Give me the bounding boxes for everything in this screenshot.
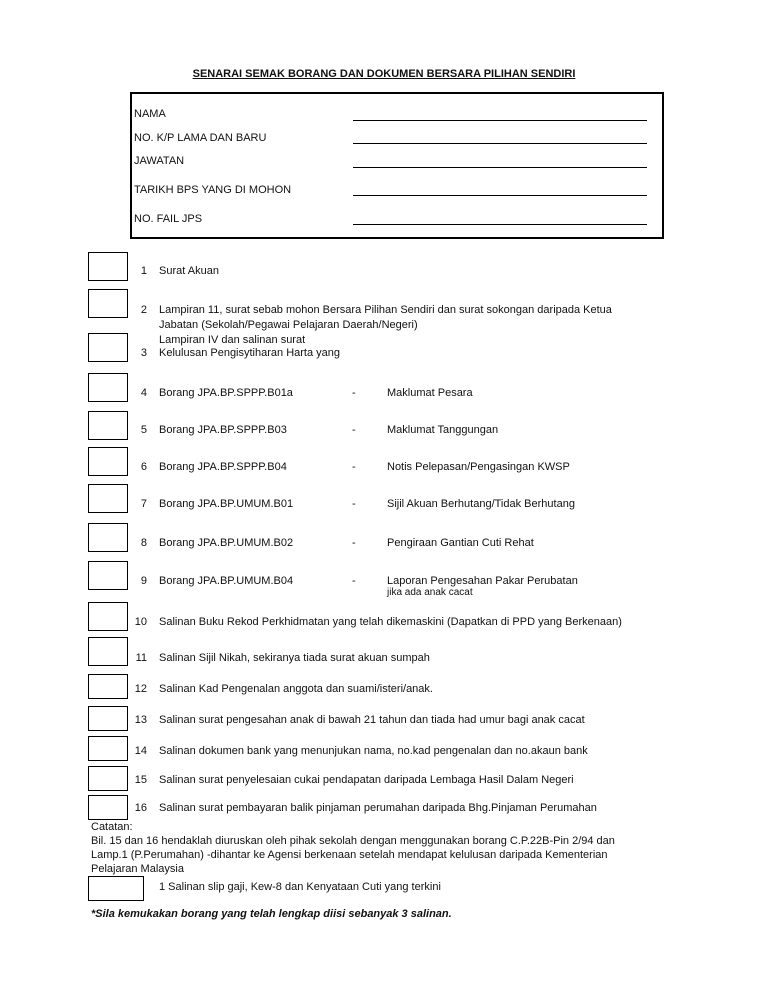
checkbox-item-8[interactable] [88, 523, 128, 552]
checkbox-item-6[interactable] [88, 447, 128, 476]
checkbox-item-10[interactable] [88, 602, 128, 631]
item-description: Laporan Pengesahan Pakar Perubatan [387, 575, 578, 587]
checkbox-item-1[interactable] [88, 252, 128, 281]
item-number: 11 [135, 652, 147, 664]
item-number: 7 [140, 498, 147, 510]
item-text: Salinan Sijil Nikah, sekiranya tiada surat akuan sumpah [159, 652, 430, 664]
checkbox-item-13[interactable] [88, 706, 128, 731]
applicant-info-box [130, 92, 664, 239]
checkbox-item-2[interactable] [88, 289, 128, 318]
extra-item-text: 1 Salinan slip gaji, Kew-8 dan Kenyataan Cuti yang terkini [159, 881, 441, 893]
no-kp-field[interactable] [353, 143, 647, 144]
item-text: Salinan dokumen bank yang menunjukan nama, no.kad pengenalan dan no.akaun bank [159, 745, 588, 757]
checkbox-item-14[interactable] [88, 736, 128, 761]
tarikh-bps-field[interactable] [353, 195, 647, 196]
item-number: 1 [140, 265, 147, 277]
item-text: Salinan Kad Pengenalan anggota dan suami/isteri/anak. [159, 683, 433, 695]
label-tarikh-bps: TARIKH BPS YANG DI MOHON [134, 184, 292, 196]
item-description: Maklumat Pesara [387, 387, 473, 399]
item-description-line2: jika ada anak cacat [387, 587, 473, 598]
item-number: 2 [140, 304, 147, 316]
item-text-line3: Lampiran IV dan salinan surat [159, 334, 306, 346]
item-number: 5 [140, 424, 147, 436]
item-dash: - [352, 575, 356, 587]
item-number: 4 [140, 387, 147, 399]
label-no-fail: NO. FAIL JPS [134, 213, 203, 225]
jawatan-field[interactable] [353, 167, 647, 168]
item-text-line2: Jabatan (Sekolah/Pegawai Pelajaran Daerah/Negeri) [159, 319, 418, 331]
item-text: Salinan surat penyelesaian cukai pendapatan daripada Lembaga Hasil Dalam Negeri [159, 774, 574, 786]
item-dash: - [352, 461, 356, 473]
checkbox-extra-item[interactable] [88, 876, 144, 901]
item-text: Kelulusan Pengisytiharan Harta yang [159, 347, 341, 359]
checkbox-item-5[interactable] [88, 411, 128, 440]
item-text: Borang JPA.BP.SPPP.B03 [159, 424, 287, 436]
item-description: Maklumat Tanggungan [387, 424, 499, 436]
item-number: 14 [134, 745, 147, 757]
notes-line: Pelajaran Malaysia [91, 863, 184, 875]
checkbox-item-9[interactable] [88, 561, 128, 590]
checkbox-item-11[interactable] [88, 637, 128, 666]
notes-line: Bil. 15 dan 16 hendaklah diuruskan oleh pihak sekolah dengan menggunakan borang C.P.22B-Pin 2/94 dan [91, 835, 615, 847]
checkbox-item-3[interactable] [88, 333, 128, 362]
page-title: SENARAI SEMAK BORANG DAN DOKUMEN BERSARA PILIHAN SENDIRI [192, 68, 576, 80]
item-description: Sijil Akuan Berhutang/Tidak Berhutang [387, 498, 575, 510]
item-text: Borang JPA.BP.SPPP.B04 [159, 461, 287, 473]
checkbox-item-16[interactable] [88, 795, 128, 820]
item-number: 6 [140, 461, 147, 473]
item-text: Salinan surat pengesahan anak di bawah 21 tahun dan tiada had umur bagi anak cacat [159, 714, 585, 726]
item-text: Borang JPA.BP.UMUM.B04 [159, 575, 294, 587]
item-number: 10 [134, 616, 147, 628]
item-text: Borang JPA.BP.SPPP.B01a [159, 387, 293, 399]
item-number: 9 [140, 575, 147, 587]
label-jawatan: JAWATAN [134, 155, 185, 167]
checkbox-item-12[interactable] [88, 674, 128, 699]
footer-instruction: *Sila kemukakan borang yang telah lengkap diisi sebanyak 3 salinan. [91, 908, 452, 920]
nama-field[interactable] [353, 120, 647, 121]
notes-line: Lamp.1 (P.Perumahan) -dihantar ke Agensi berkenaan setelah mendapat kelulusan daripada Kementerian [91, 849, 608, 861]
item-number: 15 [134, 774, 147, 786]
item-text: Salinan Buku Rekod Perkhidmatan yang telah dikemaskini (Dapatkan di PPD yang Berkenaan) [159, 616, 622, 628]
item-number: 8 [140, 537, 147, 549]
checkbox-item-15[interactable] [88, 766, 128, 791]
item-dash: - [352, 537, 356, 549]
item-number: 3 [140, 347, 147, 359]
item-description: Pengiraan Gantian Cuti Rehat [387, 537, 534, 549]
item-text: Lampiran 11, surat sebab mohon Bersara Pilihan Sendiri dan surat sokongan daripada Ketua [159, 304, 612, 316]
item-dash: - [352, 424, 356, 436]
item-text: Borang JPA.BP.UMUM.B02 [159, 537, 294, 549]
checkbox-item-7[interactable] [88, 484, 128, 513]
item-dash: - [352, 387, 356, 399]
item-number: 16 [134, 802, 147, 814]
label-no-kp: NO. K/P LAMA DAN BARU [134, 132, 267, 144]
item-text: Surat Akuan [159, 265, 219, 277]
item-dash: - [352, 498, 356, 510]
checkbox-item-4[interactable] [88, 373, 128, 402]
notes-heading: Catatan: [91, 821, 133, 833]
item-text: Borang JPA.BP.UMUM.B01 [159, 498, 294, 510]
item-number: 12 [134, 683, 147, 695]
item-text: Salinan surat pembayaran balik pinjaman perumahan daripada Bhg.Pinjaman Perumahan [159, 802, 597, 814]
item-description: Notis Pelepasan/Pengasingan KWSP [387, 461, 570, 473]
item-number: 13 [134, 714, 147, 726]
no-fail-field[interactable] [353, 224, 647, 225]
label-nama: NAMA [134, 108, 166, 120]
